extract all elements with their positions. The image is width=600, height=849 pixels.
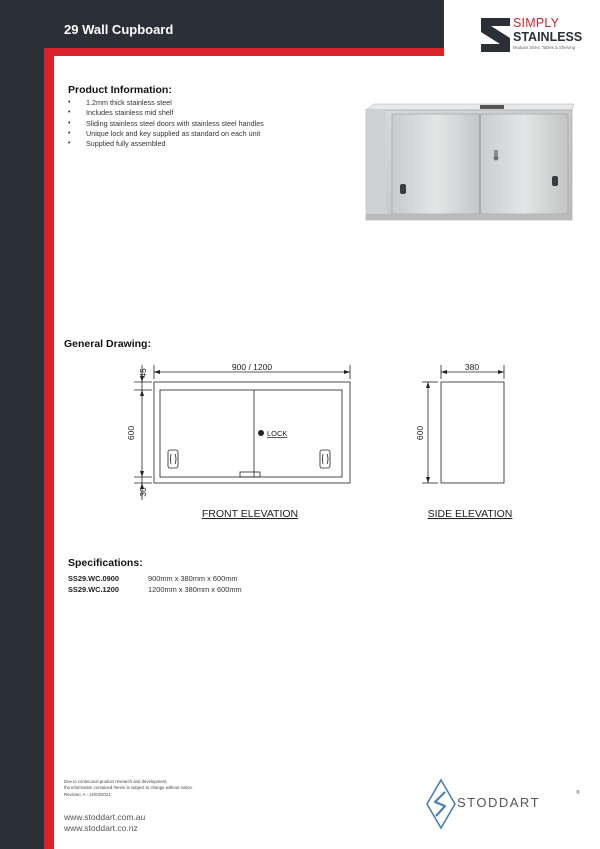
website-au-link[interactable]: www.stoddart.com.au: [64, 812, 146, 822]
footer-websites: [64, 812, 145, 834]
list-item: • Supplied fully assembled: [68, 139, 264, 149]
side-height-label: 600: [415, 425, 425, 441]
footer-note-line: Due to continuous product research and development,: [64, 779, 168, 784]
specifications-heading: Specifications:: [68, 557, 143, 569]
front-elevation-inner: [160, 390, 342, 477]
header-red-stripe: [44, 48, 444, 56]
product-photo: [362, 98, 578, 224]
logo-tagline: Modular Sinks, Tables & Shelving: [513, 45, 576, 50]
stoddart-brand-text: STODDART: [457, 795, 541, 810]
technical-drawing: [120, 355, 540, 530]
left-red-bar: [44, 48, 54, 849]
table-row: [68, 573, 242, 584]
registered-mark: ®: [576, 790, 580, 796]
bottom-dimension-label: 30: [138, 487, 148, 497]
list-item: • Sliding stainless steel doors with stainless steel handles: [68, 119, 264, 129]
lock-label: LOCK: [267, 429, 288, 438]
page-title: 29 Wall Cupboard: [64, 22, 174, 37]
footer-note-line: the information contained herein is subject to change without notice.: [64, 785, 194, 791]
logo-simply-text: SIMPLY: [513, 16, 560, 30]
website-nz-link[interactable]: www.stoddart.co.nz: [64, 823, 138, 833]
left-dark-bar: [0, 48, 44, 849]
product-info-list: [68, 98, 264, 149]
simply-stainless-logo-icon: [481, 18, 510, 52]
general-drawing-heading: General Drawing:: [64, 338, 151, 350]
lock-icon: [258, 430, 264, 436]
product-info-heading: Product Information:: [68, 84, 172, 96]
side-elevation-caption: SIDE ELEVATION: [427, 508, 513, 520]
specifications-table: [68, 573, 242, 595]
spec-size: 900mm x 380mm x 600mm: [148, 574, 238, 583]
list-item: • Unique lock and key supplied as standard on each unit: [68, 129, 264, 139]
list-item: • 1.2mm thick stainless steel: [68, 98, 264, 108]
list-item: • Includes stainless mid shelf: [68, 108, 264, 118]
stoddart-logo-icon: [425, 778, 457, 830]
spec-code: SS29.WC.1200: [68, 585, 119, 594]
table-row: [68, 584, 242, 595]
footer-disclaimer: [64, 779, 193, 798]
spec-size: 1200mm x 380mm x 600mm: [148, 585, 242, 594]
width-dimension-label: 900 / 1200: [231, 362, 273, 372]
front-elevation-caption: FRONT ELEVATION: [201, 508, 299, 520]
footer-revision: Revision: A - 12/03/2021: [64, 791, 111, 797]
top-dimension-label: 45: [138, 368, 148, 378]
side-elevation-outline: [441, 382, 504, 483]
side-depth-label: 380: [464, 362, 480, 372]
spec-code: SS29.WC.0900: [68, 574, 119, 583]
height-dimension-label: 600: [126, 425, 136, 441]
logo-stainless-text: STAINLESS: [513, 30, 583, 44]
